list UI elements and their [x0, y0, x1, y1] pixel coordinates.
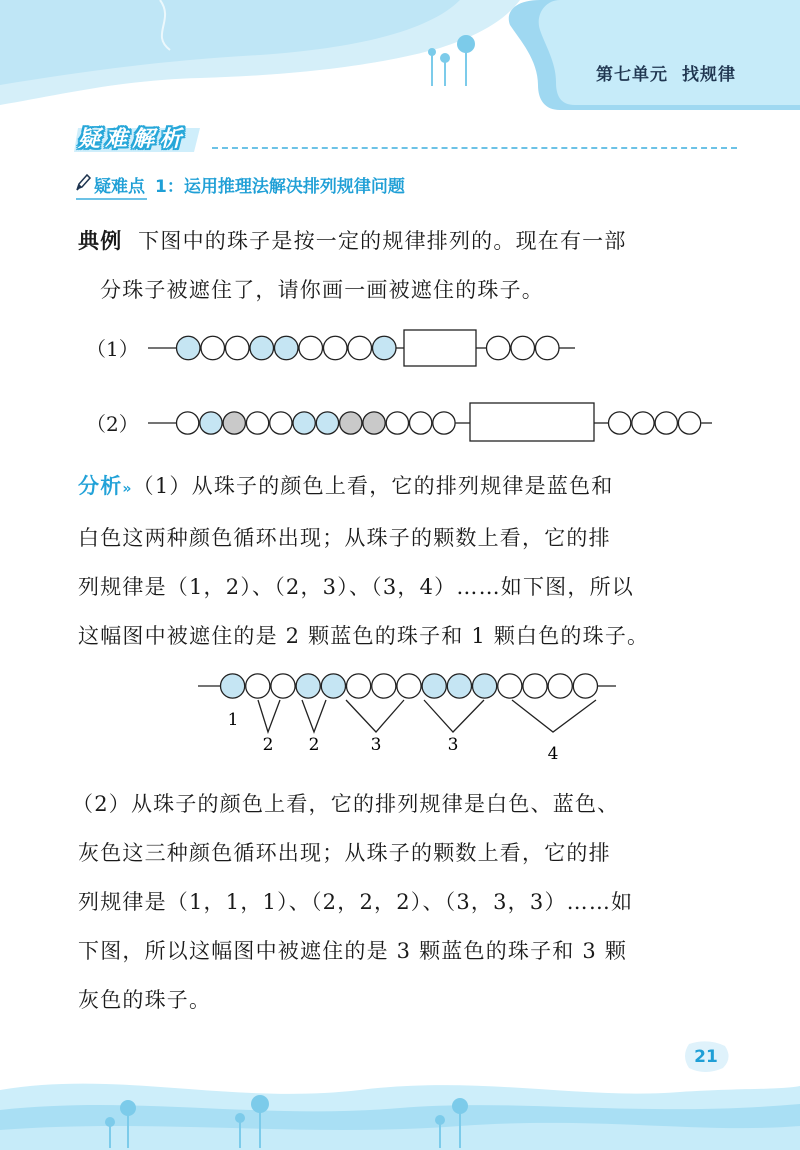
section-divider: [212, 147, 737, 149]
figure-1-bead-5: [275, 336, 299, 360]
figure-3-bead-11: [473, 674, 497, 698]
figure-3-bead-2: [246, 674, 270, 698]
key-point-number: 1：: [155, 177, 184, 197]
figure-2-bead-5: [270, 412, 292, 434]
bead-figure-2: [0, 395, 800, 455]
figure-1-bead-3: [226, 336, 250, 360]
figure-2-bead-3: [223, 412, 245, 434]
analysis-p2-text-1: （2）从珠子的颜色上看，它的排列规律是白色、蓝色、: [72, 792, 620, 816]
figure-2-bead-12: [433, 412, 455, 434]
section-title-char-2: 难: [105, 127, 128, 152]
figure-2-bead-8: [340, 412, 362, 434]
key-point-title: 运用推理法解决排列规律问题: [183, 177, 405, 197]
group-number-2: 2: [262, 735, 274, 755]
figure-2-after-bead-1: [609, 412, 631, 434]
figure-2-bead-11: [410, 412, 432, 434]
bead-figure-1: [0, 320, 800, 380]
bead-grouping-figure: [0, 662, 800, 772]
unit-label: 第七单元: [596, 65, 668, 85]
section-title-char-3: 解: [132, 127, 155, 152]
group-bracket-4: [424, 700, 484, 732]
group-number-4: 3: [370, 735, 382, 755]
analysis-p1-text-4: 这幅图中被遮住的是 2 颗蓝色的珠子和 1 颗白色的珠子。: [78, 624, 650, 648]
group-bracket-1: [258, 700, 280, 732]
figure-3-bead-3: [271, 674, 295, 698]
figure-3-bead-1: [221, 674, 245, 698]
figure-1-after-bead-1: [487, 336, 511, 360]
figure-3-bead-5: [321, 674, 345, 698]
group-bracket-5: [512, 700, 596, 732]
figure-1-label: （1）: [86, 337, 139, 361]
figure-2-bead-10: [386, 412, 408, 434]
section-title: [74, 122, 181, 158]
analysis-arrow-icon: »: [122, 481, 133, 497]
figure-2-bead-2: [200, 412, 222, 434]
figure-2-label: （2）: [86, 412, 139, 436]
group-bracket-2: [302, 700, 326, 732]
example-line-1: [78, 216, 748, 266]
figure-1-bead-2: [201, 336, 225, 360]
figure-3-bead-7: [372, 674, 396, 698]
analysis-p1-text-3: 列规律是（1，2）、（2，3）、（3，4）……如下图，所以: [78, 575, 634, 599]
figure-2-bead-6: [293, 412, 315, 434]
figure-3-bead-8: [397, 674, 421, 698]
key-point-heading: [76, 172, 405, 200]
analysis-paragraph-2: [72, 780, 748, 1025]
figure-3-bead-14: [548, 674, 572, 698]
key-point-tag-text: 疑难点: [94, 177, 145, 197]
analysis-paragraph-1: [78, 462, 748, 661]
figure-2-bead-1: [177, 412, 199, 434]
figure-1-after-bead-2: [511, 336, 535, 360]
figure-1-bead-9: [373, 336, 397, 360]
group-bracket-3: [346, 700, 404, 732]
page-number: 21: [694, 1047, 718, 1067]
analysis-p2-text-2: 灰色这三种颜色循环出现；从珠子的颗数上看，它的排: [78, 841, 611, 865]
figure-1-bead-7: [324, 336, 348, 360]
figure-2-cover-box: [470, 403, 594, 441]
analysis-p2-text-3: 列规律是（1，1，1）、（2，2，2）、（3，3，3）……如: [78, 890, 634, 914]
group-number-6: 4: [547, 744, 559, 764]
figure-1-cover-box: [404, 330, 476, 366]
figure-3-bead-9: [422, 674, 446, 698]
figure-3-bead-6: [347, 674, 371, 698]
analysis-p2-text-4: 下图，所以这幅图中被遮住的是 3 颗蓝色的珠子和 3 颗: [78, 939, 628, 963]
analysis-p1-text-1: （1）从珠子的颜色上看，它的排列规律是蓝色和: [132, 474, 614, 498]
figure-2-after-bead-3: [655, 412, 677, 434]
figure-3-bead-12: [498, 674, 522, 698]
figure-1-bead-8: [348, 336, 372, 360]
example-text-1: 下图中的珠子是按一定的规律排列的。现在有一部: [138, 229, 627, 253]
section-title-char-1: 疑: [78, 127, 101, 152]
figure-1-after-bead-3: [536, 336, 560, 360]
figure-3-bead-4: [296, 674, 320, 698]
unit-header: [596, 60, 736, 85]
unit-topic: 找规律: [682, 65, 736, 85]
figure-2-bead-4: [246, 412, 268, 434]
section-title-char-4: 析: [159, 127, 182, 152]
group-number-3: 2: [308, 735, 320, 755]
analysis-p2-text-5: 灰色的珠子。: [78, 988, 212, 1012]
example-text-2: 分珠子被遮住了，请你画一画被遮住的珠子。: [100, 278, 544, 302]
figure-2-after-bead-2: [632, 412, 654, 434]
figure-3-bead-13: [523, 674, 547, 698]
group-number-1: 1: [227, 710, 239, 730]
analysis-line-1: [78, 462, 748, 514]
group-number-5: 3: [447, 735, 459, 755]
figure-1-bead-6: [299, 336, 323, 360]
figure-1-bead-4: [250, 336, 274, 360]
example-label: 典例: [78, 228, 123, 253]
footer-decoration: [0, 1060, 800, 1150]
figure-3-bead-15: [573, 674, 597, 698]
figure-2-after-bead-4: [678, 412, 700, 434]
analysis-p1-text-2: 白色这两种颜色循环出现；从珠子的颗数上看，它的排: [78, 526, 611, 550]
pencil-icon: [76, 173, 92, 191]
figure-3-bead-10: [447, 674, 471, 698]
figure-1-bead-1: [177, 336, 201, 360]
key-point-tag: [76, 172, 147, 200]
example-paragraph: [78, 216, 748, 315]
figure-2-bead-7: [316, 412, 338, 434]
figure-2-bead-9: [363, 412, 385, 434]
analysis-label: 分析: [78, 474, 123, 498]
